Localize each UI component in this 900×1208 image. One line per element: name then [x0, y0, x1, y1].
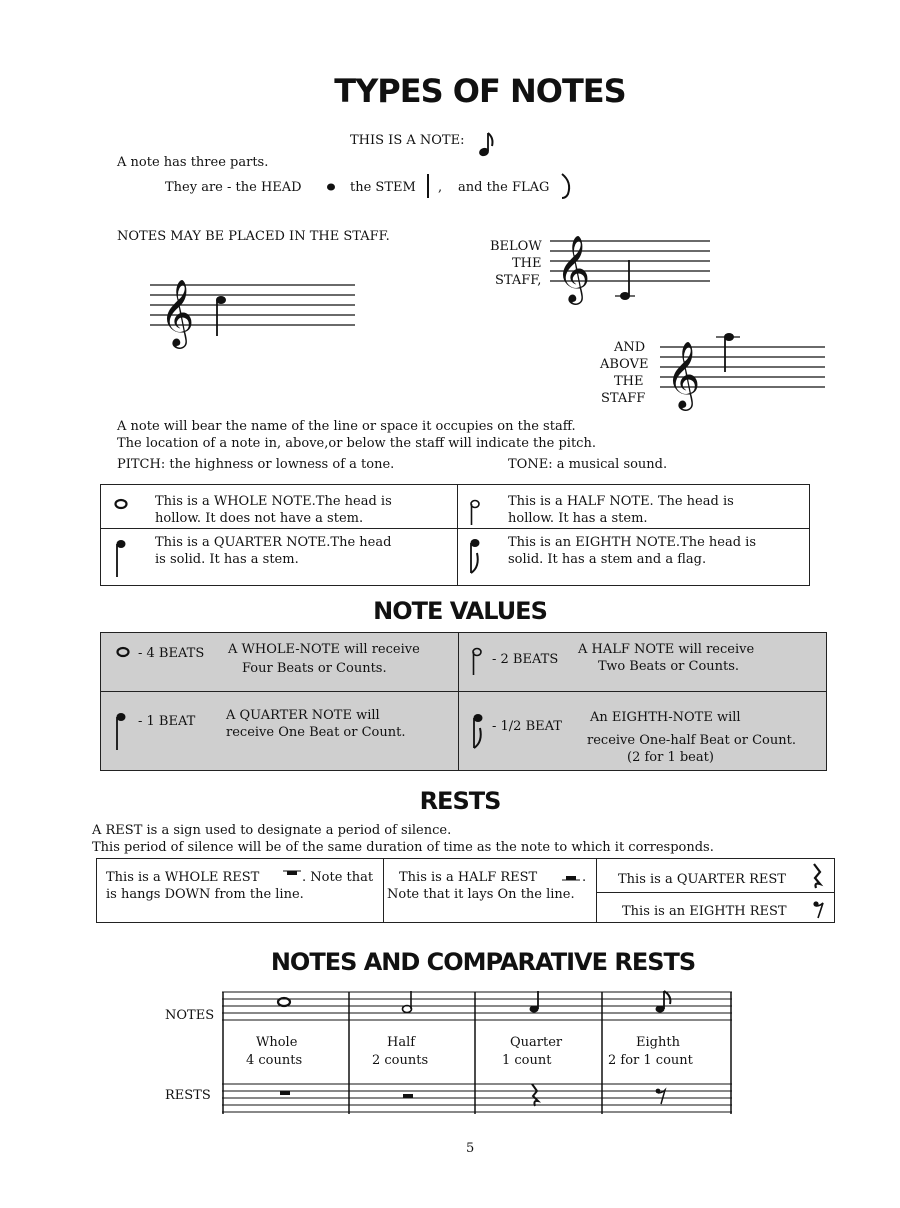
eighth-value-1: An EIGHTH-NOTE will: [590, 710, 741, 725]
quarter-value-1: A QUARTER NOTE will: [226, 708, 380, 723]
notes-row-label: NOTES: [165, 1008, 215, 1023]
page-number: 5: [466, 1141, 475, 1156]
eighth-rest-text: This is an EIGHTH REST: [622, 904, 787, 919]
half-note-icon: [468, 497, 482, 527]
rests-line-1: A REST is a sign used to designate a period of silence.: [92, 823, 452, 838]
rests-line-2: This period of silence will be of the same duration of time as the note to which it corresponds.: [92, 840, 714, 855]
whole-value-2: Four Beats or Counts.: [242, 661, 387, 676]
quarter-rest-text: This is a QUARTER REST: [618, 872, 786, 887]
col-eighth-count: 2 for 1 count: [608, 1053, 693, 1068]
eighth-rest-icon: [812, 900, 826, 920]
comma-text: ,: [438, 180, 443, 195]
tone-definition: TONE: a musical sound.: [508, 457, 668, 472]
three-parts-text: A note has three parts.: [117, 155, 269, 170]
whole-rest-text-b: . Note that: [302, 870, 374, 885]
quarter-note-icon: [113, 537, 127, 579]
they-are-text: They are - the HEAD: [165, 180, 302, 195]
below-label-1: BELOW: [490, 239, 542, 254]
below-label-2: THE: [512, 256, 542, 271]
eighth-note-desc-1: This is an EIGHTH NOTE.The head is: [508, 535, 757, 550]
staff-heading: NOTES MAY BE PLACED IN THE STAFF.: [117, 229, 390, 244]
half-value-1: A HALF NOTE will receive: [578, 642, 755, 657]
eighth-value-2: receive One-half Beat or Count.: [587, 733, 796, 748]
quarter-note-desc-1: This is a QUARTER NOTE.The head: [155, 535, 392, 550]
half-note-desc-1: This is a HALF NOTE. The head is: [508, 494, 734, 509]
the-stem-text: the STEM: [350, 180, 416, 195]
note-values-heading: NOTE VALUES: [373, 597, 547, 625]
whole-rest-icon: [282, 868, 302, 880]
whole-beats: - 4 BEATS: [138, 646, 205, 661]
this-is-a-note-label: THIS IS A NOTE:: [350, 133, 465, 148]
col-whole-count: 4 counts: [246, 1053, 303, 1068]
and-the-flag-text: and the FLAG: [458, 180, 550, 195]
rests-row-label: RESTS: [165, 1088, 211, 1103]
staff-below-example: [550, 228, 715, 308]
half-value-2: Two Beats or Counts.: [598, 659, 740, 674]
rests-heading: RESTS: [419, 787, 501, 815]
svg-text:𝄞: 𝄞: [666, 340, 701, 408]
col-half-name: Half: [387, 1035, 416, 1050]
whole-note-desc-2: hollow. It does not have a stem.: [155, 511, 364, 526]
above-label-2: ABOVE: [600, 357, 649, 372]
half-rest-text-c: Note that it lays On the line.: [387, 887, 575, 902]
above-label-1: AND: [614, 340, 646, 355]
whole-note-value-icon: [115, 645, 131, 659]
half-note-value-icon: [470, 645, 484, 677]
quarter-rest-icon: [810, 862, 824, 890]
pitch-line-2: The location of a note in, above,or below the staff will indicate the pitch.: [117, 436, 596, 451]
svg-text:𝄞: 𝄞: [556, 234, 591, 302]
below-label-3: STAFF,: [495, 273, 542, 288]
half-rest-text-a: This is a HALF REST: [399, 870, 538, 885]
whole-rest-text-a: This is a WHOLE REST: [106, 870, 260, 885]
half-rest-text-b: .: [582, 870, 587, 885]
col-quarter-name: Quarter: [510, 1035, 563, 1050]
half-note-desc-2: hollow. It has a stem.: [508, 511, 648, 526]
eighth-note-desc-2: solid. It has a stem and a flag.: [508, 552, 707, 567]
whole-note-icon: [113, 497, 129, 511]
quarter-note-desc-2: is solid. It has a stem.: [155, 552, 299, 567]
eighth-beats: - 1/2 BEAT: [492, 719, 562, 734]
half-rest-icon: [561, 872, 581, 884]
above-label-4: STAFF: [601, 391, 646, 406]
eighth-note-icon: [478, 130, 496, 160]
flag-icon: [560, 172, 574, 200]
whole-rest-text-c: is hangs DOWN from the line.: [106, 887, 304, 902]
pitch-definition: PITCH: the highness or lowness of a tone.: [117, 457, 395, 472]
pitch-line-1: A note will bear the name of the line or space it occupies on the staff.: [117, 419, 576, 434]
quarter-note-value-icon: [113, 710, 127, 752]
eighth-note-value-icon: [471, 712, 487, 752]
eighth-value-3: (2 for 1 beat): [627, 750, 714, 765]
svg-text:𝄞: 𝄞: [160, 278, 195, 346]
whole-value-1: A WHOLE-NOTE will receive: [228, 642, 420, 657]
above-label-3: THE: [614, 374, 644, 389]
half-beats: - 2 BEATS: [492, 652, 559, 667]
quarter-value-2: receive One Beat or Count.: [226, 725, 406, 740]
staff-in-example: [150, 270, 360, 350]
staff-above-example: [660, 330, 830, 410]
eighth-note-table-icon: [468, 537, 484, 577]
col-whole-name: Whole: [256, 1035, 298, 1050]
col-eighth-name: Eighth: [636, 1035, 680, 1050]
page-title: TYPES OF NOTES: [334, 72, 626, 110]
quarter-beats: - 1 BEAT: [138, 714, 196, 729]
col-half-count: 2 counts: [372, 1053, 429, 1068]
stem-icon: [425, 174, 431, 200]
whole-note-desc-1: This is a WHOLE NOTE.The head is: [155, 494, 392, 509]
comparative-heading: NOTES AND COMPARATIVE RESTS: [270, 948, 696, 976]
col-quarter-count: 1 count: [502, 1053, 552, 1068]
note-head-icon: [325, 181, 337, 193]
